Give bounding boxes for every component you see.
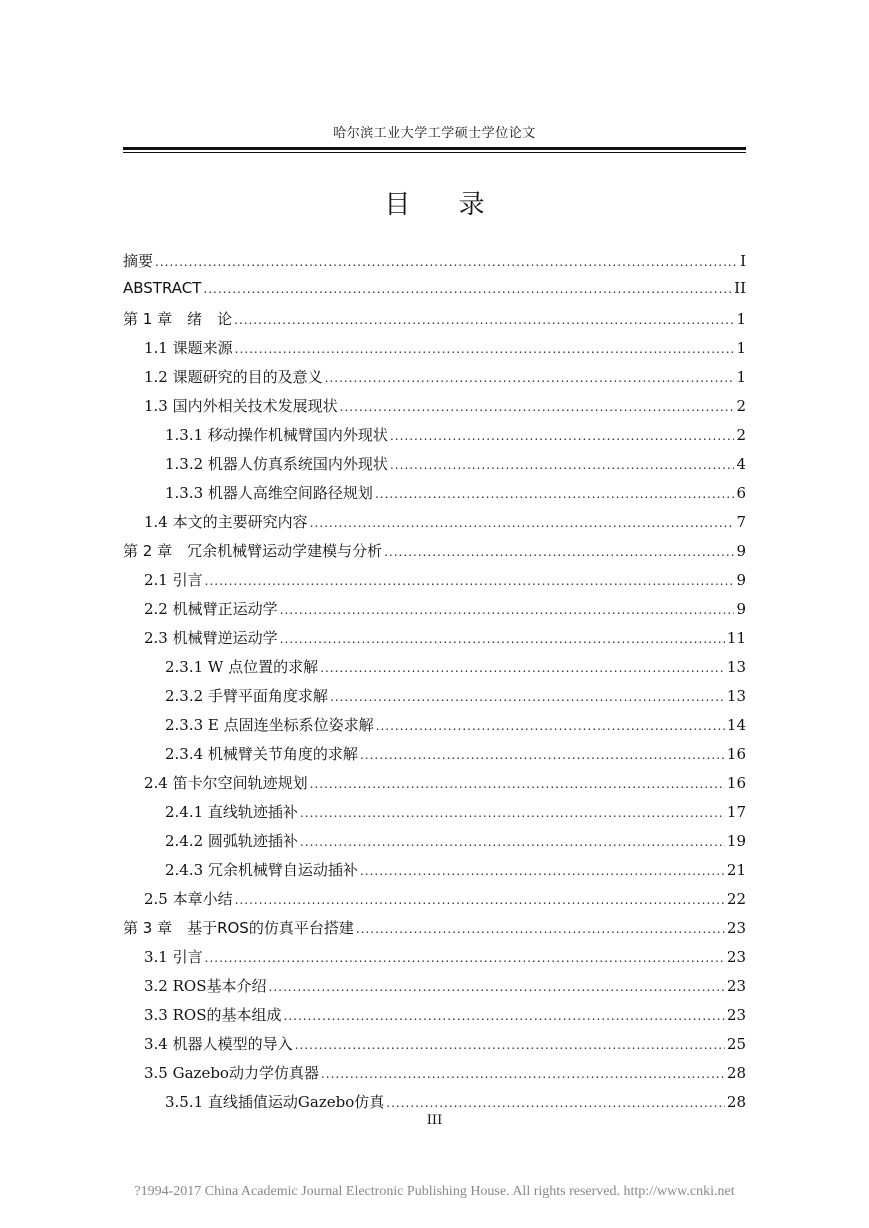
toc-leader-dots [280, 603, 735, 617]
toc-entry[interactable] [123, 1062, 746, 1091]
toc-entry-page: 2 [736, 397, 746, 415]
toc-entry-title: 摘要 [123, 252, 154, 270]
toc-entry-title: 2.3 机械臂逆运动学 [144, 629, 278, 647]
toc-entry[interactable] [123, 714, 746, 743]
toc-leader-dots [390, 429, 735, 443]
toc-entry-title: 2.3.4 机械臂关节角度的求解 [165, 745, 358, 763]
toc-leader-dots [390, 458, 735, 472]
toc-entry-title: 3.2 ROS基本介绍 [144, 977, 267, 995]
page-title: 目 录 [384, 190, 505, 220]
toc-leader-dots [234, 313, 734, 327]
toc-entry-title: 1.3.2 机器人仿真系统国内外现状 [165, 455, 388, 473]
toc-entry-title: 3.5.1 直线插值运动Gazebo仿真 [165, 1093, 385, 1111]
copyright-footer: ?1994-2017 China Academic Journal Electronic Publishing House. All rights reserved. http://www.cnki.net [134, 1184, 735, 1199]
toc-entry-title: 2.3.1 W 点位置的求解 [165, 658, 319, 676]
toc-entry-page: 1 [736, 368, 746, 386]
toc-entry-title: 第 2 章 冗余机械臂运动学建模与分析 [123, 542, 383, 560]
toc-entry[interactable] [123, 801, 746, 830]
header-rule-thin [123, 152, 746, 153]
toc-entry-page: 16 [726, 745, 746, 763]
toc-entry[interactable] [123, 337, 746, 366]
toc-entry[interactable] [123, 540, 746, 569]
toc-entry-title: 1.3.3 机器人高维空间路径规划 [165, 484, 373, 502]
toc-entry-title: 1.3 国内外相关技术发展现状 [144, 397, 338, 415]
toc-entry-page: 19 [726, 832, 746, 850]
toc-entry-title: 2.1 引言 [144, 571, 203, 589]
toc-entry[interactable] [123, 685, 746, 714]
toc-leader-dots [269, 980, 725, 994]
toc-entry[interactable] [123, 627, 746, 656]
toc-entry-page: I [740, 252, 746, 270]
toc-entry[interactable] [123, 772, 746, 801]
toc-entry[interactable] [123, 250, 746, 279]
toc-entry-title: 1.2 课题研究的目的及意义 [144, 368, 323, 386]
toc-leader-dots [235, 893, 725, 907]
toc-entry-title: 第 3 章 基于ROS的仿真平台搭建 [123, 919, 354, 937]
toc-entry-title: 2.4.2 圆弧轨迹插补 [165, 832, 298, 850]
toc-entry[interactable] [123, 482, 746, 511]
toc-entry-title: 2.4.1 直线轨迹插补 [165, 803, 298, 821]
toc-entry[interactable] [123, 1033, 746, 1062]
toc-leader-dots [360, 748, 725, 762]
toc-leader-dots [310, 516, 735, 530]
toc-leader-dots [325, 371, 735, 385]
toc-leader-dots [376, 719, 725, 733]
toc-entry-title: 3.3 ROS的基本组成 [144, 1006, 282, 1024]
toc-entry[interactable] [123, 656, 746, 685]
toc-entry[interactable] [123, 975, 746, 1004]
toc-entry-title: 2.3.3 E 点固连坐标系位姿求解 [165, 716, 374, 734]
toc-entry-title: 1.1 课题来源 [144, 339, 233, 357]
toc-leader-dots [235, 342, 735, 356]
toc-entry-title: 1.4 本文的主要研究内容 [144, 513, 308, 531]
table-of-contents [123, 250, 746, 1120]
toc-leader-dots [321, 1067, 725, 1081]
page-number: III [426, 1113, 443, 1128]
toc-entry-page: 25 [726, 1035, 746, 1053]
toc-entry-page: 17 [726, 803, 746, 821]
toc-leader-dots [375, 487, 735, 501]
toc-entry-page: 9 [736, 600, 746, 618]
toc-leader-dots [384, 545, 734, 559]
toc-entry[interactable] [123, 859, 746, 888]
toc-leader-dots [310, 777, 725, 791]
header-rule-thick [123, 147, 746, 150]
toc-entry-title: 3.1 引言 [144, 948, 203, 966]
toc-leader-dots [205, 574, 735, 588]
toc-entry-title: 2.4.3 冗余机械臂自运动插补 [165, 861, 358, 879]
toc-entry[interactable] [123, 366, 746, 395]
toc-leader-dots [300, 806, 725, 820]
toc-entry-page: 22 [726, 890, 746, 908]
toc-entry-page: 21 [726, 861, 746, 879]
toc-leader-dots [280, 632, 725, 646]
toc-entry[interactable] [123, 569, 746, 598]
toc-entry[interactable] [123, 511, 746, 540]
toc-entry-title: 3.5 Gazebo动力学仿真器 [144, 1064, 319, 1082]
toc-entry-page: 4 [736, 455, 746, 473]
toc-entry-title: 1.3.1 移动操作机械臂国内外现状 [165, 426, 388, 444]
toc-entry-page: 1 [736, 339, 746, 357]
toc-leader-dots [300, 835, 725, 849]
toc-entry[interactable] [123, 888, 746, 917]
toc-entry-title: 2.4 笛卡尔空间轨迹规划 [144, 774, 308, 792]
toc-entry-title: ABSTRACT [123, 279, 202, 297]
toc-entry-page: 23 [726, 977, 746, 995]
toc-entry-page: 1 [736, 310, 746, 328]
toc-entry-page: 28 [726, 1064, 746, 1082]
toc-entry[interactable] [123, 917, 746, 946]
toc-entry[interactable] [123, 1004, 746, 1033]
toc-entry[interactable] [123, 743, 746, 772]
toc-leader-dots [203, 282, 732, 296]
toc-leader-dots [360, 864, 725, 878]
toc-leader-dots [205, 951, 725, 965]
toc-entry-page: II [734, 279, 746, 297]
toc-leader-dots [155, 255, 738, 269]
toc-entry-page: 11 [726, 629, 746, 647]
toc-entry-title: 2.5 本章小结 [144, 890, 233, 908]
toc-leader-dots [340, 400, 735, 414]
toc-leader-dots [386, 1096, 725, 1110]
toc-entry[interactable] [123, 279, 746, 308]
toc-entry-page: 6 [736, 484, 746, 502]
toc-entry-page: 23 [726, 919, 746, 937]
running-header: 哈尔滨工业大学工学硕士学位论文 [333, 126, 536, 141]
toc-entry-page: 13 [726, 658, 746, 676]
toc-entry[interactable] [123, 395, 746, 424]
toc-entry-page: 23 [726, 1006, 746, 1024]
toc-leader-dots [320, 661, 725, 675]
toc-entry-page: 14 [726, 716, 746, 734]
toc-leader-dots [284, 1009, 725, 1023]
toc-entry-page: 2 [736, 426, 746, 444]
toc-entry-title: 3.4 机器人模型的导入 [144, 1035, 293, 1053]
toc-entry-page: 7 [736, 513, 746, 531]
toc-leader-dots [295, 1038, 725, 1052]
toc-entry-page: 16 [726, 774, 746, 792]
toc-entry-page: 28 [726, 1093, 746, 1111]
toc-entry[interactable] [123, 308, 746, 337]
toc-entry[interactable] [123, 946, 746, 975]
toc-leader-dots [330, 690, 725, 704]
toc-entry[interactable] [123, 424, 746, 453]
toc-entry[interactable] [123, 453, 746, 482]
toc-entry-page: 23 [726, 948, 746, 966]
toc-entry[interactable] [123, 830, 746, 859]
toc-entry[interactable] [123, 598, 746, 627]
toc-entry-title: 第 1 章 绪 论 [123, 310, 233, 328]
toc-entry-title: 2.3.2 手臂平面角度求解 [165, 687, 328, 705]
toc-entry-title: 2.2 机械臂正运动学 [144, 600, 278, 618]
toc-entry-page: 9 [736, 542, 746, 560]
toc-entry-page: 13 [726, 687, 746, 705]
toc-leader-dots [356, 922, 725, 936]
toc-entry-page: 9 [736, 571, 746, 589]
